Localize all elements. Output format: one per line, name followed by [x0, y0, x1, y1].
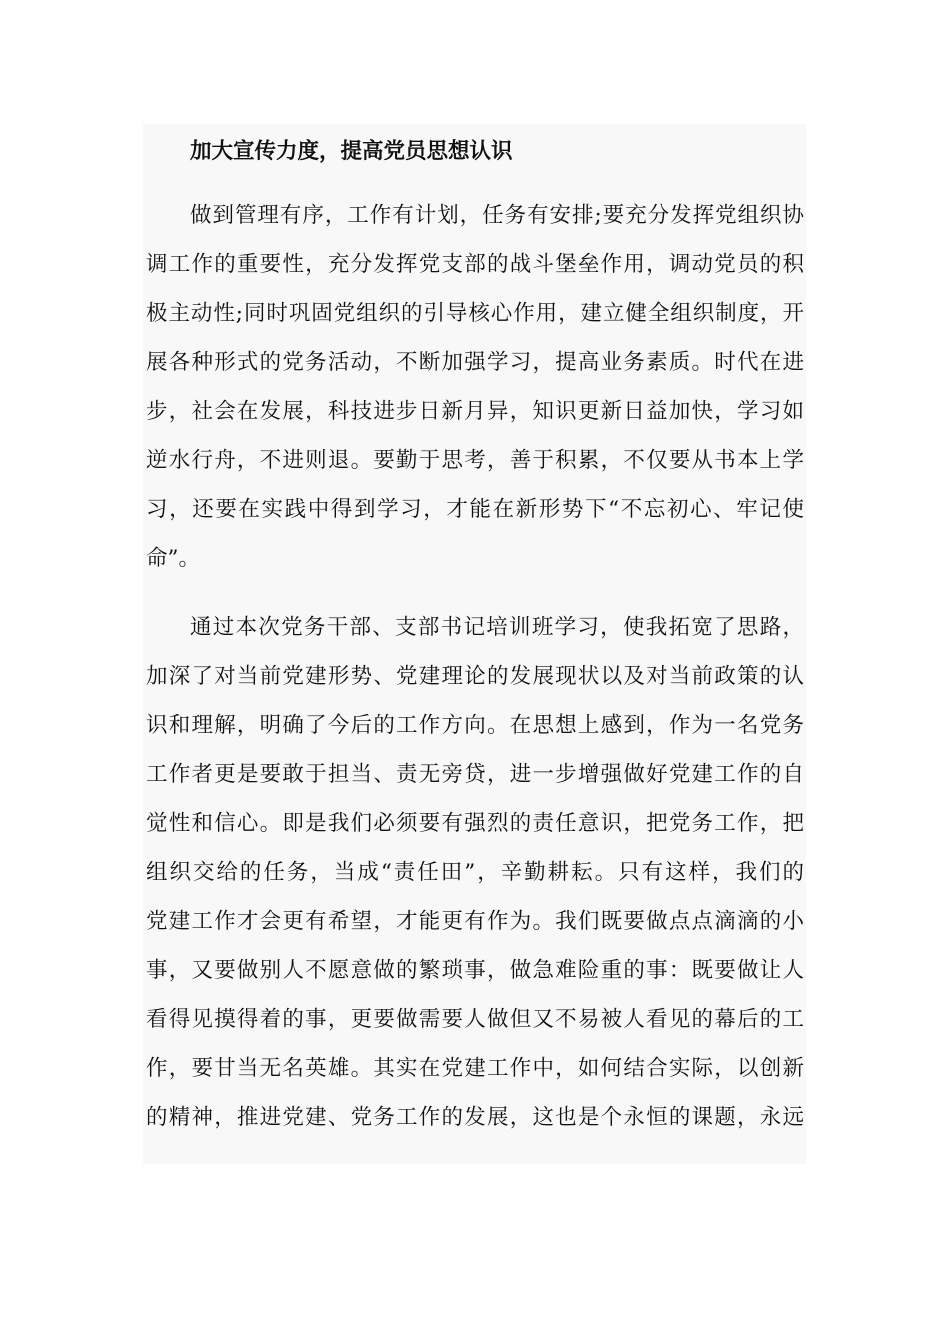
paragraph-line: 极主动性;同时巩固党组织的引导核心作用，建立健全组织制度，开	[146, 301, 804, 326]
paragraph-line: 做到管理有序，工作有计划，任务有安排;要充分发挥党组织协	[190, 203, 804, 228]
paragraph-line: 党建工作才会更有希望，才能更有作为。我们既要做点点滴滴的小	[146, 909, 804, 934]
paragraph-line: 命”。	[146, 546, 200, 571]
paragraph-line: 组织交给的任务，当成“责任田”，辛勤耕耘。只有这样，我们的	[146, 860, 804, 885]
spacer	[146, 583, 804, 603]
spacer	[146, 179, 804, 191]
paragraph-line: 作，要甘当无名英雄。其实在党建工作中，如何结合实际，以创新	[146, 1056, 804, 1081]
section-heading: 加大宣传力度，提高党员思想认识	[190, 139, 513, 164]
paragraph-line: 调工作的重要性，充分发挥党支部的战斗堡垒作用，调动党员的积	[146, 252, 804, 277]
paragraph-line: 事，又要做别人不愿意做的繁琐事，做急难险重的事：既要做让人	[146, 958, 804, 983]
paragraph-line: 工作者更是要敢于担当、责无旁贷，进一步增强做好党建工作的自	[146, 762, 804, 787]
paragraph-line: 识和理解，明确了今后的工作方向。在思想上感到，作为一名党务	[146, 713, 804, 738]
paragraph-line: 通过本次党务干部、支部书记培训班学习，使我拓宽了思路，	[190, 615, 804, 640]
paragraph-2	[146, 603, 804, 1142]
paragraph-line: 习，还要在实践中得到学习，才能在新形势下“不忘初心、牢记使	[146, 497, 804, 522]
paragraph-line: 看得见摸得着的事，更要做需要人做但又不易被人看见的幕后的工	[146, 1007, 804, 1032]
paragraph-line: 逆水行舟，不进则退。要勤于思考，善于积累，不仅要从书本上学	[146, 448, 804, 473]
paragraph-line: 步，社会在发展，科技进步日新月异，知识更新日益加快，学习如	[146, 399, 804, 424]
paragraph-line: 加深了对当前党建形势、党建理论的发展现状以及对当前政策的认	[146, 664, 804, 689]
paragraph-1	[146, 191, 804, 583]
paragraph-line: 的精神，推进党建、党务工作的发展，这也是个永恒的课题，永远	[146, 1105, 804, 1130]
paragraph-line: 觉性和信心。即是我们必须要有强烈的责任意识，把党务工作，把	[146, 811, 804, 836]
paragraph-line: 展各种形式的党务活动，不断加强学习，提高业务素质。时代在进	[146, 350, 804, 375]
document-body	[143, 124, 806, 1164]
